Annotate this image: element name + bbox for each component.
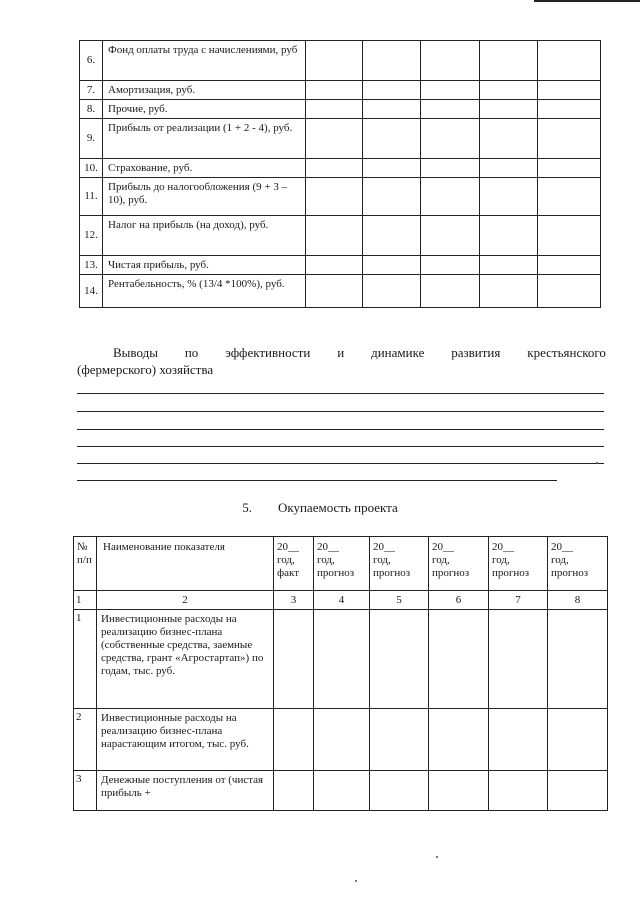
table-row <box>80 100 601 119</box>
table-row <box>74 709 608 771</box>
table-row <box>80 119 601 159</box>
blank-line <box>77 446 604 447</box>
blank-line <box>77 480 557 481</box>
row-label: Фонд оплаты труда с начислениями, руб <box>103 41 306 81</box>
conclusions-line-2: (фермерского) хозяйства <box>77 362 214 377</box>
header-year: 20__ год, прогноз <box>314 537 370 591</box>
section-title: 5. Окупаемость проекта <box>242 500 398 515</box>
row-number: 1 <box>74 610 97 709</box>
header-name: Наименование показателя <box>97 537 274 591</box>
payback-table <box>73 536 608 811</box>
row-label: Денежные поступления от (чистая прибыль + <box>97 771 274 811</box>
header-year: 20__ год, прогноз <box>370 537 429 591</box>
header-year: 20__ год, факт <box>274 537 314 591</box>
financial-indicators-table <box>79 40 601 308</box>
table-row <box>80 275 601 308</box>
header-year: 20__ год, прогноз <box>548 537 608 591</box>
corner-mark <box>534 0 640 2</box>
table-row <box>80 41 601 81</box>
row-number: 11. <box>80 178 103 216</box>
row-label: Рентабельность, % (13/4 *100%), руб. <box>103 275 306 308</box>
row-number: 6. <box>80 41 103 81</box>
scan-speck <box>436 856 438 858</box>
blank-line <box>77 463 604 464</box>
row-number: 3 <box>74 771 97 811</box>
row-number: 9. <box>80 119 103 159</box>
table-row <box>80 216 601 256</box>
row-number: 2 <box>74 709 97 771</box>
index-row: 1 2 3 4 5 6 7 8 <box>74 591 608 610</box>
header-num: № п/п <box>74 537 97 591</box>
table-row <box>80 256 601 275</box>
row-label: Инвестиционные расходы на реализацию бизнес-плана (собственные средства, заемные средства, грант «Агростартап») по годам, тыс. руб. <box>97 610 274 709</box>
conclusions-line-1: Выводы по эффективности и динамике развития крестьянского <box>113 345 606 360</box>
conclusions-text <box>77 344 606 378</box>
row-number: 8. <box>80 100 103 119</box>
row-number: 10. <box>80 159 103 178</box>
table-header-row <box>74 537 608 591</box>
row-label: Страхование, руб. <box>103 159 306 178</box>
row-number: 7. <box>80 81 103 100</box>
table-row <box>74 771 608 811</box>
table-row <box>80 81 601 100</box>
table-row <box>80 159 601 178</box>
header-year: 20__ год, прогноз <box>489 537 548 591</box>
row-label: Прибыль от реализации (1 + 2 - 4), руб. <box>103 119 306 159</box>
blank-line <box>77 393 604 394</box>
row-label: Инвестиционные расходы на реализацию бизнес-плана нарастающим итогом, тыс. руб. <box>97 709 274 771</box>
scan-speck <box>355 880 357 882</box>
table-row <box>74 610 608 709</box>
row-number: 14. <box>80 275 103 308</box>
table-row <box>80 178 601 216</box>
row-label: Амортизация, руб. <box>103 81 306 100</box>
row-label: Чистая прибыль, руб. <box>103 256 306 275</box>
header-year: 20__ год, прогноз <box>429 537 489 591</box>
blank-line <box>77 429 604 430</box>
blank-line <box>77 411 604 412</box>
row-number: 13. <box>80 256 103 275</box>
row-number: 12. <box>80 216 103 256</box>
row-label: Прочие, руб. <box>103 100 306 119</box>
row-label: Прибыль до налогообложения (9 + 3 – 10), руб. <box>103 178 306 216</box>
scan-speck <box>596 462 598 464</box>
row-label: Налог на прибыль (на доход), руб. <box>103 216 306 256</box>
